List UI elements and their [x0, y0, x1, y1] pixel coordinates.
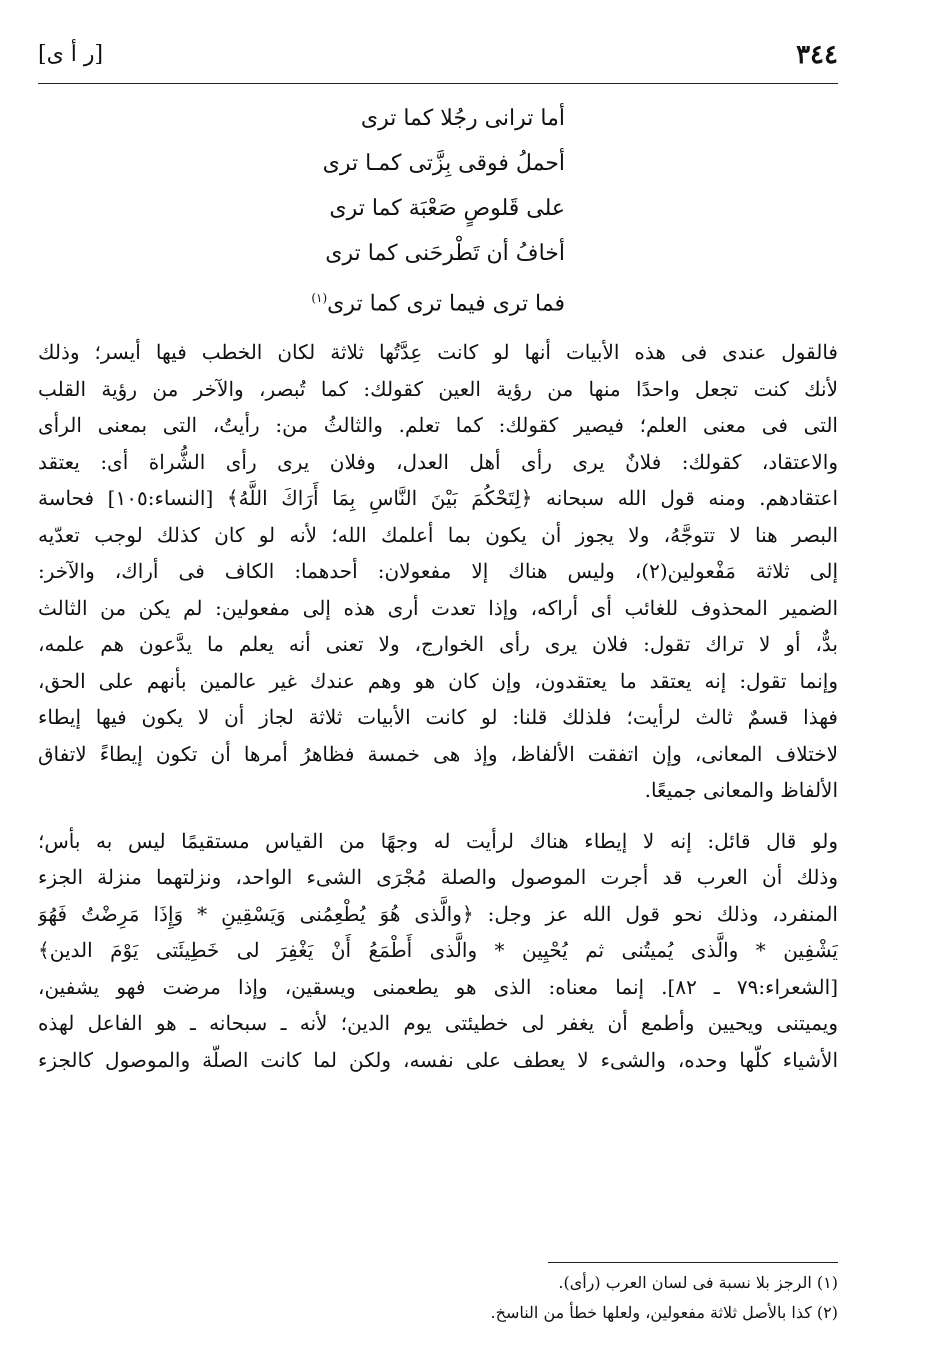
text-line: لأنك كنت تجعل واحدًا منها من رؤية العين كقولك: كما تُبصر، والآخر من رؤية القلب: [38, 376, 838, 401]
text-line: الألفاظ والمعانى جميعًا.: [644, 778, 838, 802]
footnote-ref: (١): [311, 291, 328, 305]
footnote-2: (٢) كذا بالأصل ثلاثة مفعولين، ولعلها خطأ من الناسخ.: [490, 1303, 838, 1322]
verse-text: فما ترى فيما ترى كما ترى: [327, 291, 565, 317]
text-line: الضمير المحذوف للغائب أى أراكه، وإذا تعدت أرى هذه إلى مفعولين: لم يكن من الثالث: [38, 595, 838, 620]
text-line: التى فى معنى العلم؛ فيصير كقولك: كما تعلم. والثالثُ من: رأيتُ، التى بمعنى الرأى: [38, 413, 838, 437]
text-line: فهذا قسمٌ ثالث لرأيت؛ فلذلك قلنا: لو كانت الأبيات ثلاثة لجاز أن لا يكون فيها إيطاء: [38, 705, 838, 729]
text-line: وذلك أن العرب قد أجرت الموصول والصلة مُجْرَى الشىء الواحد، ونزلتهما منزلة الجزء: [38, 865, 838, 889]
page-header: [38, 40, 838, 80]
footnotes: [300, 1268, 838, 1328]
footnote-divider: [548, 1262, 838, 1263]
text-line: [الشعراء:٧٩ ـ ٨٢]. إنما معناه: الذى هو يطعمنى ويسقين، وإذا مرضت فهو يشفين،: [38, 974, 838, 999]
text-line: فالقول عندى فى هذه الأبيات أنها لو كانت عِدَّتُها ثلاثة لكان الخطب فيها أيسر؛ وذلك: [38, 340, 838, 364]
text-line: إلى ثلاثة مَفْعولين(٢)، وليس هناك إلا مفعولان: أحدهما: الكاف فى أراك، والآخر:: [38, 559, 838, 583]
paragraph-2: [38, 823, 838, 1079]
text-line: اعتقادهم. ومنه قول الله سبحانه ﴿لِتَحْكُمَ بَيْنَ النَّاسِ بِمَا أَرَاكَ اللَّهُ﴾ [النساء:١٠٥] فحاسة: [38, 486, 838, 510]
header-divider: [38, 83, 838, 84]
page-number: ٣٤٤: [796, 40, 838, 70]
text-line: بدٌّ، أو لا تراك تقول: فلان يرى رأى الخوارج، ولا تعنى أنه يعلم ما يدَّعون هم علمه،: [38, 632, 838, 656]
footnote-1: (١) الرجز بلا نسبة فى لسان العرب (رأى).: [558, 1273, 838, 1292]
body-text: [38, 334, 838, 1078]
text-line: ولو قال قائل: إنه لا إيطاء هناك لرأيت له وجهًا من القياس مستقيمًا ليس به بأس؛: [38, 828, 838, 853]
text-line: ويميتنى ويحيين وأطمع أن يغفر لى خطيئتى يوم الدين؛ لأنه ـ سبحانه ـ هو الفاعل لهذه: [38, 1011, 838, 1035]
text-line: الأشياء كلّها وحده، والشىء لا يعطف على نفسه، ولكن لما كانت الصلّة والموصول كالجزء: [38, 1047, 838, 1072]
text-line: يَشْفِين * والَّذى يُميتُنى ثم يُحْيِين * والَّذى أَطْمَعُ أَنْ يَغْفِرَ لى خَطِيئَتى يَوْمَ الدين﴾: [38, 938, 838, 962]
root-label: [ر أ ى]: [38, 42, 104, 67]
verse-line: أما ترانى رجُلا كما ترى: [360, 106, 565, 131]
verse-block: [300, 96, 565, 321]
verse-line-last: [300, 276, 565, 321]
paragraph-1: [38, 334, 838, 809]
text-line: وإنما تقول: إنه يعتقد ما يعتقدون، وإن كان هو وهم عندك غير عالمين بأنهم على الحق،: [38, 668, 838, 693]
verse-line: على قَلوصٍ صَعْبَة كما ترى: [329, 196, 565, 221]
text-line: والاعتقاد، كقولك: فلانٌ يرى رأى أهل العدل، وفلان يرى رأى الشُّراة أى: يعتقد: [38, 449, 838, 474]
text-line: لاختلاف المعانى، وإن اتفقت الألفاظ، وإذ هى خمسة فظاهرُ أمرها أن تكون إيطاءً لاتفاق: [38, 741, 838, 766]
paragraph-gap: [38, 809, 838, 823]
verse-line: أخافُ أن تَطْرحَنى كما ترى: [325, 241, 565, 266]
verse-line: أحملُ فوقى بِزَّتى كمـا ترى: [322, 151, 565, 176]
text-line: المنفرد، وذلك نحو قول الله عز وجل: ﴿والَّذى هُوَ يُطْعِمُنى وَيَسْقِينِ * وَإِذَا مَرِضْتُ فَهُوَ: [38, 901, 838, 926]
text-line: البصر هنا لا تتوجَّهُ، ولا يجوز أن يكون بما أعلمك الله؛ لأنه لو كان كذلك لوجب تعدّيه: [38, 522, 838, 547]
